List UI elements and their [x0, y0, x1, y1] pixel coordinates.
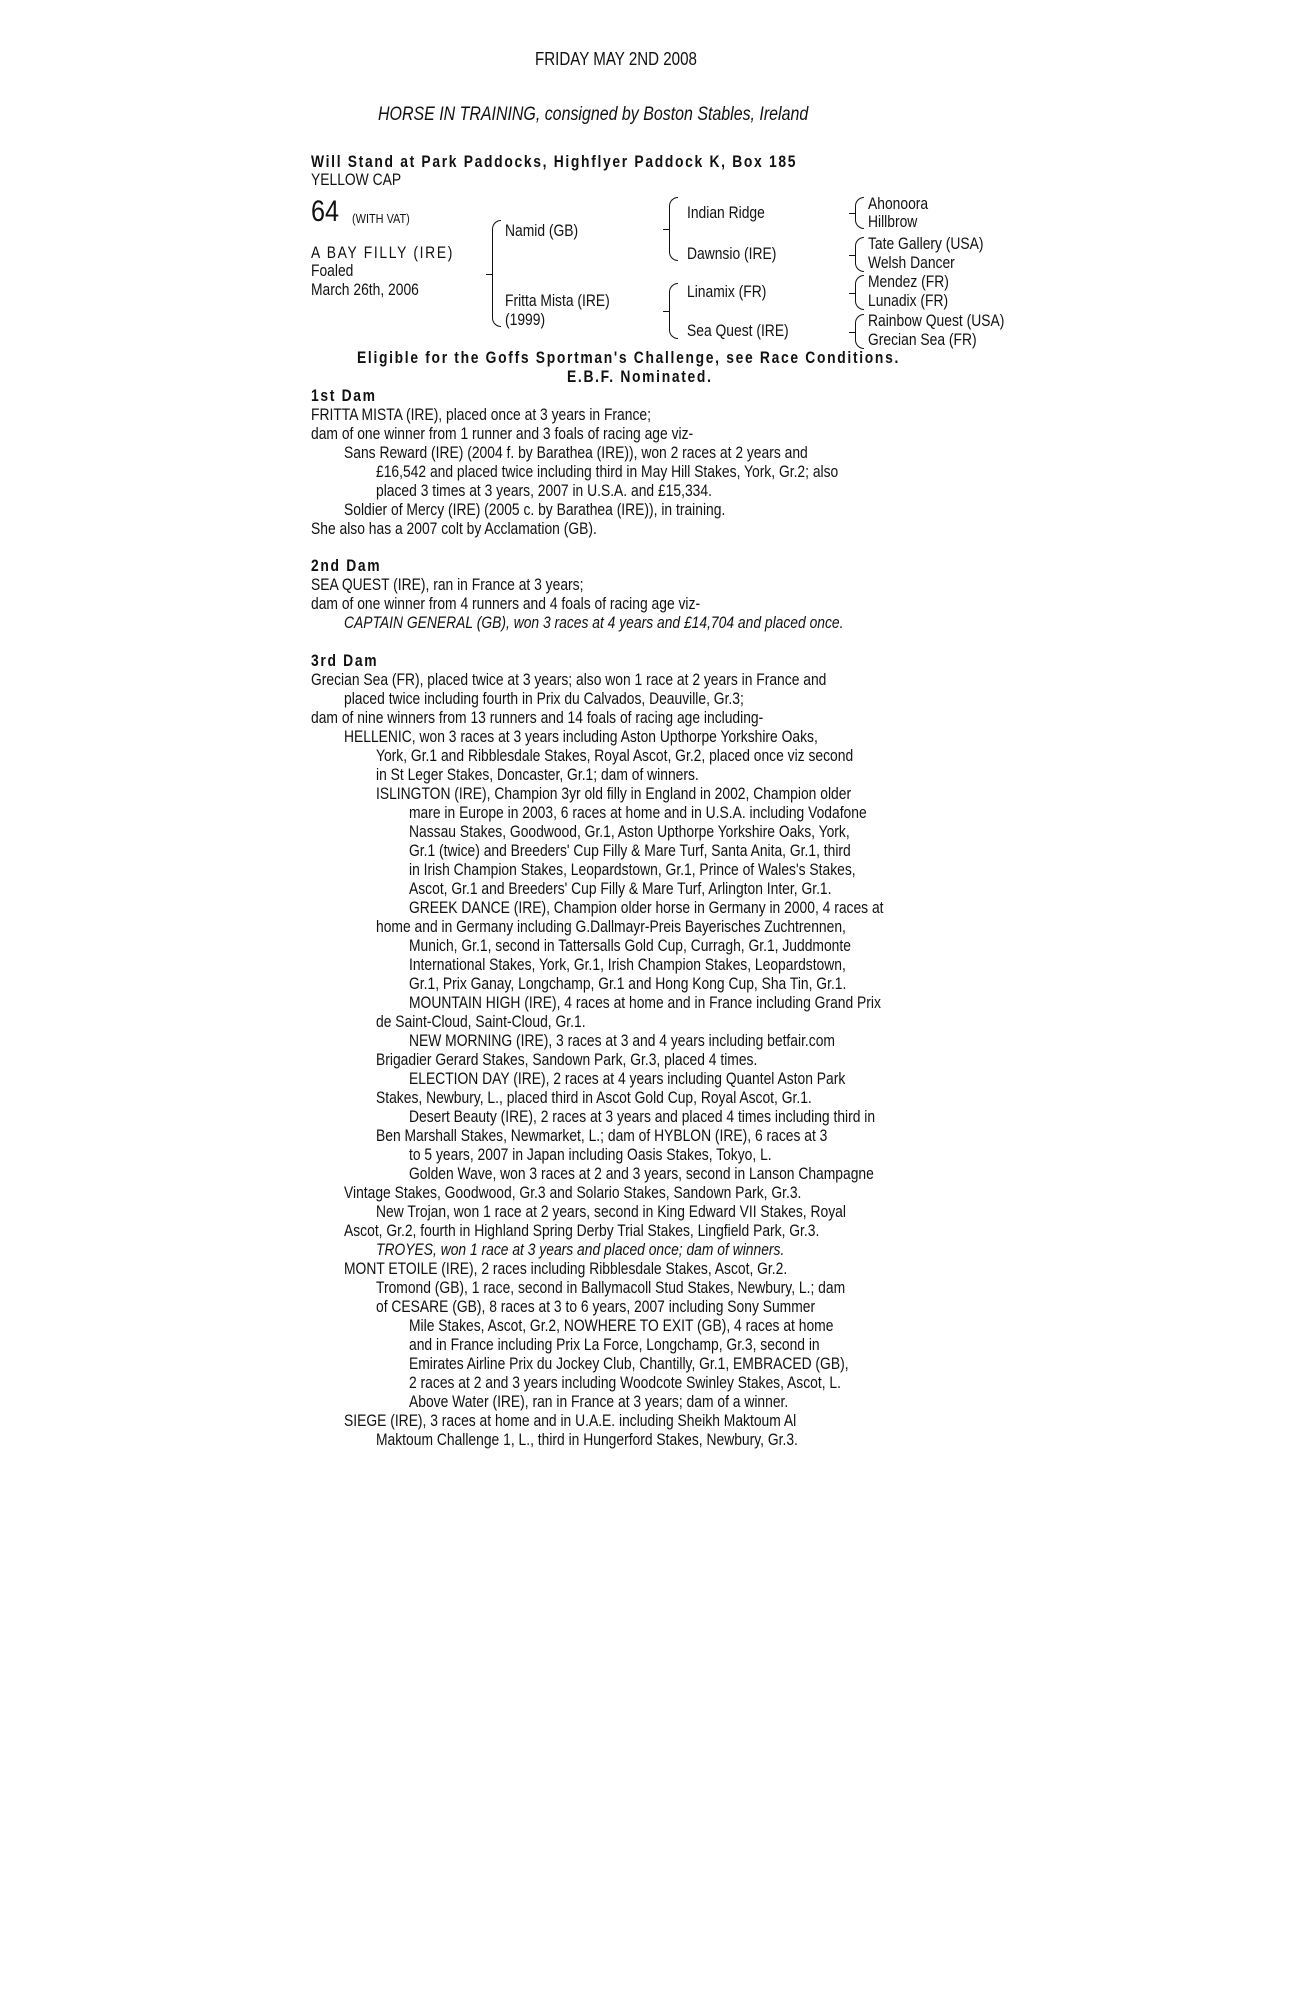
pedigree-dam: Fritta Mista (IRE)	[505, 292, 610, 310]
pedigree-sss: Ahonoora	[868, 195, 929, 213]
eligibility-line: Eligible for the Goffs Sportman's Challenge, see Race Conditions.	[357, 349, 901, 367]
third-dam-line: Mile Stakes, Ascot, Gr.2, NOWHERE TO EXIT (GB), 4 races at home	[409, 1317, 834, 1335]
pedigree-dam-dam: Sea Quest (IRE)	[687, 322, 789, 340]
pedigree-dds: Rainbow Quest (USA)	[868, 312, 1005, 330]
third-dam-line: of CESARE (GB), 8 races at 3 to 6 years, 2007 including Sony Summer	[376, 1298, 816, 1316]
first-dam-line: £16,542 and placed twice including third in May Hill Stakes, York, Gr.2; also	[376, 463, 839, 481]
pedigree-brace-sd	[855, 237, 864, 272]
first-dam-line: FRITTA MISTA (IRE), placed once at 3 years in France;	[311, 406, 651, 424]
second-dam-heading: 2nd Dam	[311, 557, 382, 575]
pedigree-dsd: Lunadix (FR)	[868, 292, 949, 310]
third-dam-line: TROYES, won 1 race at 3 years and placed once; dam of winners.	[376, 1241, 785, 1259]
third-dam-line: GREEK DANCE (IRE), Champion older horse in Germany in 2000, 4 races at	[409, 899, 884, 917]
third-dam-line: Golden Wave, won 3 races at 2 and 3 years, second in Lanson Champagne	[409, 1165, 874, 1183]
first-dam-line: Sans Reward (IRE) (2004 f. by Barathea (IRE)), won 2 races at 2 years and	[344, 444, 808, 462]
sale-date: FRIDAY MAY 2ND 2008	[535, 49, 697, 69]
third-dam-line: ISLINGTON (IRE), Champion 3yr old filly in England in 2002, Champion older	[376, 785, 852, 803]
pedigree-sire-sire: Indian Ridge	[687, 204, 765, 222]
third-dam-line: de Saint-Cloud, Saint-Cloud, Gr.1.	[376, 1013, 586, 1031]
pedigree-ssd: Hillbrow	[868, 213, 918, 231]
pedigree-brace-dam	[669, 283, 678, 339]
pedigree-ddd: Grecian Sea (FR)	[868, 331, 977, 349]
third-dam-line: Munich, Gr.1, second in Tattersalls Gold Cup, Curragh, Gr.1, Juddmonte	[409, 937, 851, 955]
third-dam-line: Grecian Sea (FR), placed twice at 3 years; also won 1 race at 2 years in France and	[311, 671, 827, 689]
third-dam-line: Ben Marshall Stakes, Newmarket, L.; dam of HYBLON (IRE), 6 races at 3	[376, 1127, 828, 1145]
third-dam-line: Maktoum Challenge 1, L., third in Hungerford Stakes, Newbury, Gr.3.	[376, 1431, 798, 1449]
third-dam-line: Nassau Stakes, Goodwood, Gr.1, Aston Upthorpe Yorkshire Oaks, York,	[409, 823, 850, 841]
third-dam-line: Gr.1 (twice) and Breeders' Cup Filly & Mare Turf, Santa Anita, Gr.1, third	[409, 842, 851, 860]
third-dam-heading: 3rd Dam	[311, 652, 379, 670]
pedigree-dam-year: (1999)	[505, 311, 546, 329]
third-dam-line: York, Gr.1 and Ribblesdale Stakes, Royal Ascot, Gr.2, placed once viz second	[376, 747, 854, 765]
third-dam-line: Vintage Stakes, Goodwood, Gr.3 and Solario Stakes, Sandown Park, Gr.3.	[344, 1184, 802, 1202]
second-dam-line: SEA QUEST (IRE), ran in France at 3 years;	[311, 576, 584, 594]
third-dam-line: 2 races at 2 and 3 years including Woodcote Swinley Stakes, Ascot, L.	[409, 1374, 841, 1392]
third-dam-line: MONT ETOILE (IRE), 2 races including Ribblesdale Stakes, Ascot, Gr.2.	[344, 1260, 788, 1278]
third-dam-line: mare in Europe in 2003, 6 races at home and in U.S.A. including Vodafone	[409, 804, 867, 822]
horse-description: A BAY FILLY (IRE)	[311, 244, 455, 262]
pedigree-sire: Namid (GB)	[505, 222, 579, 240]
third-dam-line: placed twice including fourth in Prix du Calvados, Deauville, Gr.3;	[344, 690, 744, 708]
third-dam-line: Emirates Airline Prix du Jockey Club, Chantilly, Gr.1, EMBRACED (GB),	[409, 1355, 849, 1373]
ebf-line: E.B.F. Nominated.	[567, 368, 713, 386]
third-dam-line: home and in Germany including G.Dallmayr-Preis Bayerisches Zuchtrennen,	[376, 918, 846, 936]
pedigree-brace-ss	[855, 197, 864, 229]
pedigree-dss: Mendez (FR)	[868, 273, 949, 291]
pedigree-sds: Tate Gallery (USA)	[868, 235, 984, 253]
third-dam-line: Gr.1, Prix Ganay, Longchamp, Gr.1 and Hong Kong Cup, Sha Tin, Gr.1.	[409, 975, 847, 993]
third-dam-line: Brigadier Gerard Stakes, Sandown Park, Gr.3, placed 4 times.	[376, 1051, 758, 1069]
first-dam-line: placed 3 times at 3 years, 2007 in U.S.A. and £15,334.	[376, 482, 712, 500]
third-dam-line: Desert Beauty (IRE), 2 races at 3 years and placed 4 times including third in	[409, 1108, 876, 1126]
third-dam-line: and in France including Prix La Force, Longchamp, Gr.3, second in	[409, 1336, 820, 1354]
lot-number: 64	[311, 195, 340, 228]
first-dam-heading: 1st Dam	[311, 387, 377, 405]
third-dam-line: Stakes, Newbury, L., placed third in Ascot Gold Cup, Royal Ascot, Gr.1.	[376, 1089, 812, 1107]
third-dam-line: HELLENIC, won 3 races at 3 years including Aston Upthorpe Yorkshire Oaks,	[344, 728, 818, 746]
third-dam-line: in St Leger Stakes, Doncaster, Gr.1; dam of winners.	[376, 766, 699, 784]
pedigree-dam-sire: Linamix (FR)	[687, 283, 767, 301]
third-dam-line: ELECTION DAY (IRE), 2 races at 4 years including Quantel Aston Park	[409, 1070, 846, 1088]
third-dam-line: Ascot, Gr.2, fourth in Highland Spring Derby Trial Stakes, Lingfield Park, Gr.3.	[344, 1222, 820, 1240]
cap-colour: YELLOW CAP	[311, 171, 402, 189]
pedigree-brace-ds	[855, 275, 864, 310]
third-dam-line: Tromond (GB), 1 race, second in Ballymacoll Stud Stakes, Newbury, L.; dam	[376, 1279, 846, 1297]
pedigree-sdd: Welsh Dancer	[868, 254, 955, 272]
vat-note: (WITH VAT)	[352, 211, 410, 226]
foal-date: March 26th, 2006	[311, 281, 419, 299]
foaled-label: Foaled	[311, 262, 354, 280]
pedigree-sire-dam: Dawnsio (IRE)	[687, 245, 777, 263]
third-dam-line: in Irish Champion Stakes, Leopardstown, Gr.1, Prince of Wales's Stakes,	[409, 861, 856, 879]
stand-location: Will Stand at Park Paddocks, Highflyer Paddock K, Box 185	[311, 153, 798, 171]
second-dam-line: dam of one winner from 4 runners and 4 foals of racing age viz-	[311, 595, 701, 613]
first-dam-line: dam of one winner from 1 runner and 3 foals of racing age viz-	[311, 425, 694, 443]
consignor-line: HORSE IN TRAINING, consigned by Boston Stables, Ireland	[378, 104, 809, 125]
third-dam-line: MOUNTAIN HIGH (IRE), 4 races at home and in France including Grand Prix	[409, 994, 881, 1012]
pedigree-brace-dd	[855, 314, 864, 349]
pedigree-brace-main	[492, 220, 501, 327]
third-dam-line: Ascot, Gr.1 and Breeders' Cup Filly & Mare Turf, Arlington Inter, Gr.1.	[409, 880, 832, 898]
first-dam-line: Soldier of Mercy (IRE) (2005 c. by Barathea (IRE)), in training.	[344, 501, 726, 519]
pedigree-brace-sire	[669, 197, 678, 261]
third-dam-line: to 5 years, 2007 in Japan including Oasis Stakes, Tokyo, L.	[409, 1146, 772, 1164]
third-dam-line: NEW MORNING (IRE), 3 races at 3 and 4 years including betfair.com	[409, 1032, 835, 1050]
third-dam-line: International Stakes, York, Gr.1, Irish Champion Stakes, Leopardstown,	[409, 956, 846, 974]
second-dam-line: CAPTAIN GENERAL (GB), won 3 races at 4 years and £14,704 and placed once.	[344, 614, 844, 632]
third-dam-line: New Trojan, won 1 race at 2 years, second in King Edward VII Stakes, Royal	[376, 1203, 846, 1221]
first-dam-line: She also has a 2007 colt by Acclamation (GB).	[311, 520, 597, 538]
third-dam-line: Above Water (IRE), ran in France at 3 years; dam of a winner.	[409, 1393, 789, 1411]
third-dam-line: dam of nine winners from 13 runners and 14 foals of racing age including-	[311, 709, 764, 727]
third-dam-line: SIEGE (IRE), 3 races at home and in U.A.E. including Sheikh Maktoum Al	[344, 1412, 797, 1430]
